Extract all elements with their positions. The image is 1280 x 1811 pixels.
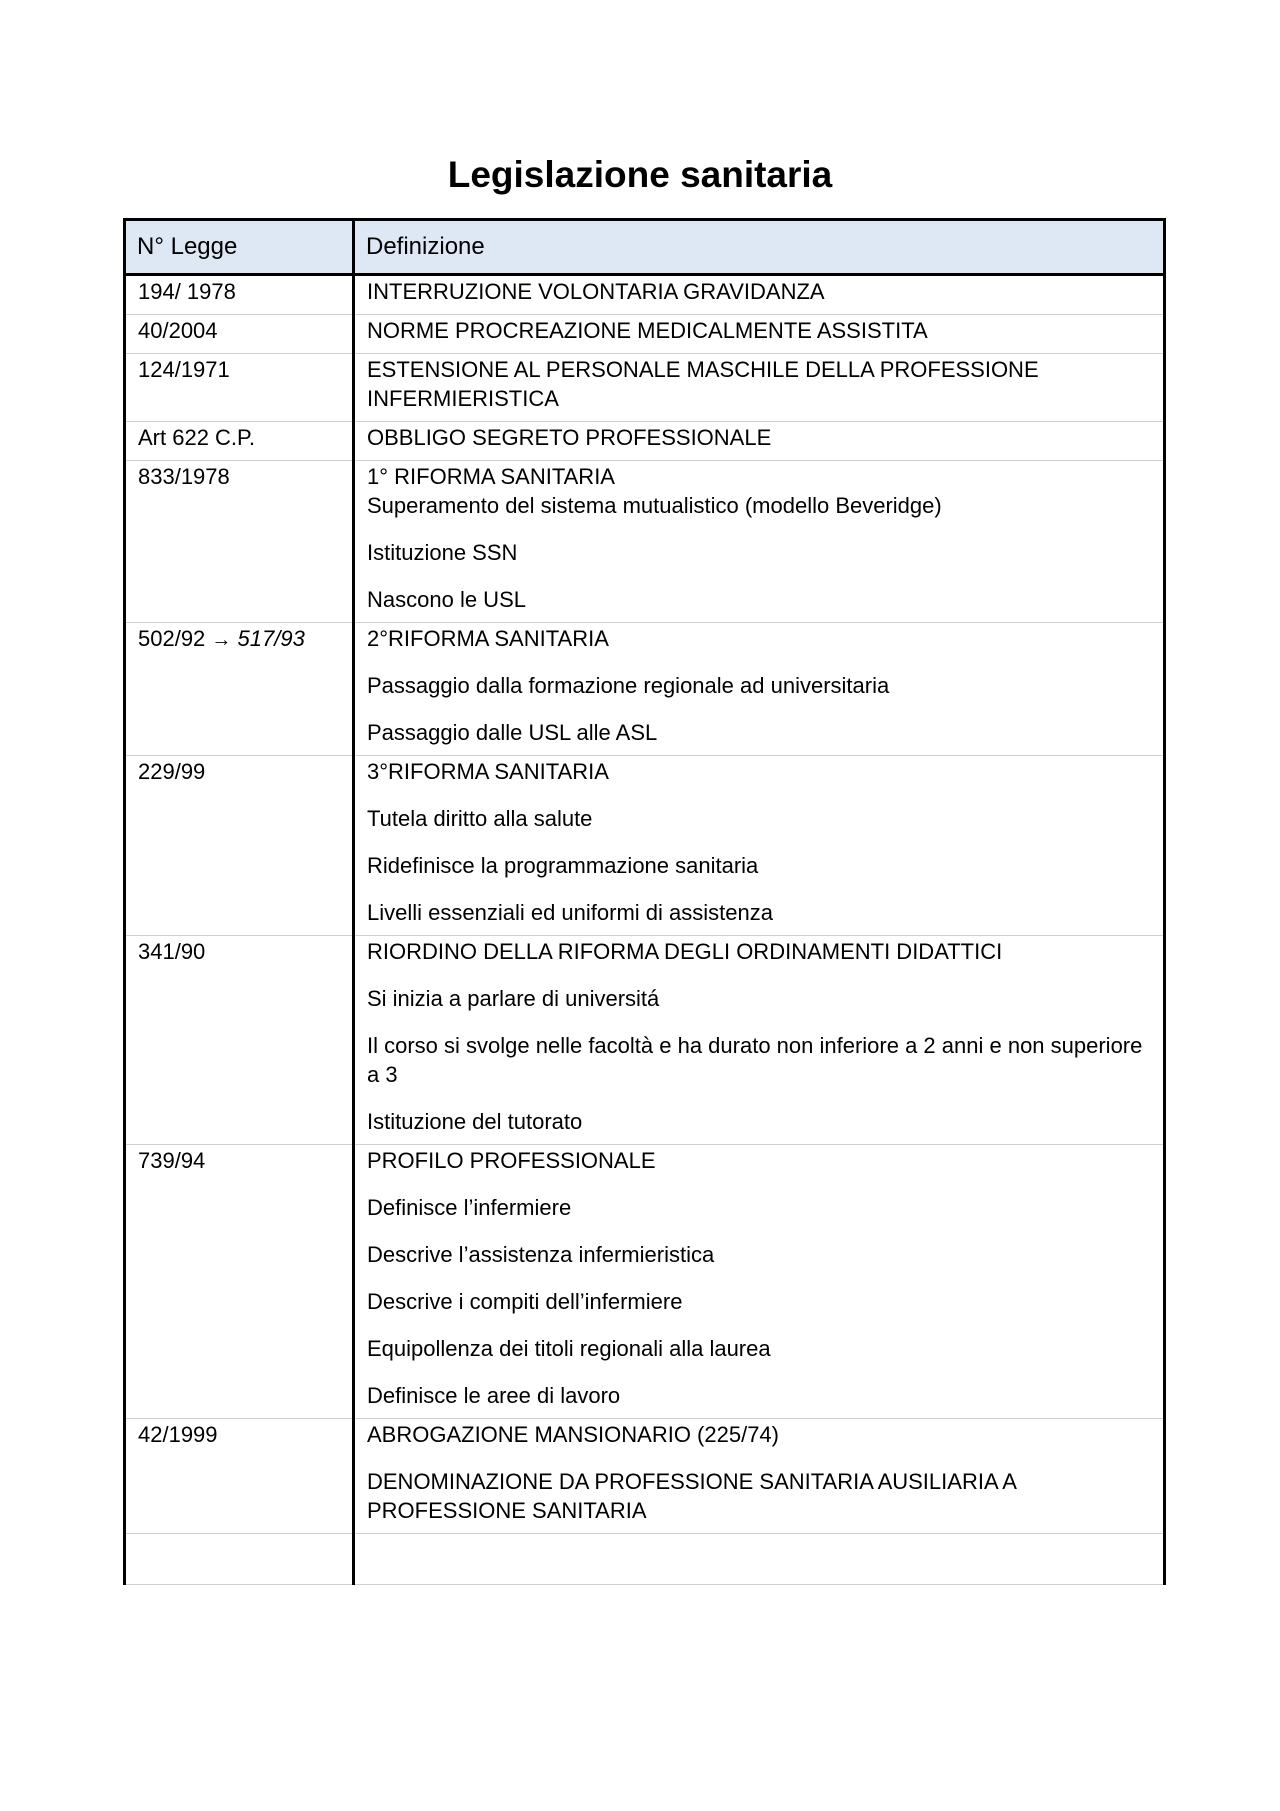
- definizione-line: Passaggio dalle USL alle ASL: [367, 720, 658, 745]
- legge-number: 124/1971: [138, 357, 230, 382]
- legge-number: 42/1999: [138, 1422, 218, 1447]
- table-row: [125, 315, 1165, 354]
- table-row: [125, 623, 1165, 756]
- definizione-cell: [354, 315, 1165, 354]
- legge-number: 739/94: [138, 1148, 206, 1173]
- definizione-line: Equipollenza dei titoli regionali alla laurea: [367, 1336, 771, 1361]
- legge-cell: [125, 315, 354, 354]
- page-title: Legislazione sanitaria: [447, 154, 833, 195]
- definizione-line: OBBLIGO SEGRETO PROFESSIONALE: [367, 425, 772, 450]
- table-body: [125, 275, 1165, 1585]
- definizione-line: Definisce l’infermiere: [367, 1195, 572, 1220]
- table-row: [125, 756, 1165, 936]
- empty-cell: [354, 1534, 1165, 1585]
- legge-number: 502/92: [138, 626, 206, 651]
- legge-number: 341/90: [138, 939, 206, 964]
- definizione-cell: [354, 756, 1165, 936]
- definizione-line: 2°RIFORMA SANITARIA: [367, 626, 609, 651]
- empty-cell: [125, 1534, 354, 1585]
- definizione-line: NORME PROCREAZIONE MEDICALMENTE ASSISTITA: [367, 318, 928, 343]
- table-row: [125, 422, 1165, 461]
- definizione-cell: [354, 936, 1165, 1145]
- table-spacer-row: [125, 1534, 1165, 1585]
- table-row: [125, 936, 1165, 1145]
- definizione-line: Istituzione del tutorato: [367, 1109, 583, 1134]
- legge-cell: [125, 275, 354, 315]
- header-definizione: Definizione: [354, 220, 1165, 275]
- definizione-line: Descrive i compiti dell’infermiere: [367, 1289, 683, 1314]
- definizione-line: DENOMINAZIONE DA PROFESSIONE SANITARIA AUSILIARIA A PROFESSIONE SANITARIA: [367, 1469, 1016, 1523]
- definizione-line: 3°RIFORMA SANITARIA: [367, 759, 609, 784]
- table-row: [125, 461, 1165, 623]
- legge-successor-number: 517/93: [237, 626, 305, 651]
- arrow-right-icon: →: [211, 629, 232, 651]
- table-row: [125, 354, 1165, 422]
- legge-number: Art 622 C.P.: [138, 425, 255, 450]
- definizione-line: Descrive l’assistenza infermieristica: [367, 1242, 715, 1267]
- header-legge: N° Legge: [125, 220, 354, 275]
- legge-number: 40/2004: [138, 318, 218, 343]
- table-header-row: [125, 220, 1165, 275]
- definizione-cell: [354, 422, 1165, 461]
- legge-number: 194/ 1978: [138, 279, 236, 304]
- legge-cell: [125, 1419, 354, 1534]
- legge-number: 229/99: [138, 759, 206, 784]
- definizione-cell: [354, 275, 1165, 315]
- definizione-line: PROFILO PROFESSIONALE: [367, 1148, 656, 1173]
- legge-cell: [125, 422, 354, 461]
- definizione-line: Tutela diritto alla salute: [367, 806, 593, 831]
- legge-cell: [125, 354, 354, 422]
- definizione-cell: [354, 354, 1165, 422]
- definizione-line: Istituzione SSN: [367, 540, 518, 565]
- legislation-table: [123, 218, 1166, 1585]
- definizione-line: Il corso si svolge nelle facoltà e ha durato non inferiore a 2 anni e non superiore a 3: [367, 1033, 1143, 1087]
- definizione-line: ESTENSIONE AL PERSONALE MASCHILE DELLA PROFESSIONE INFERMIERISTICA: [367, 357, 1039, 411]
- table-row: [125, 1419, 1165, 1534]
- definizione-line: Si inizia a parlare di universitá: [367, 986, 660, 1011]
- definizione-cell: [354, 461, 1165, 623]
- definizione-line: Nascono le USL: [367, 587, 526, 612]
- definizione-cell: [354, 1145, 1165, 1419]
- table-row: [125, 275, 1165, 315]
- legge-cell: [125, 756, 354, 936]
- legge-cell: [125, 936, 354, 1145]
- legge-cell: [125, 461, 354, 623]
- legge-cell: [125, 623, 354, 756]
- definizione-line: RIORDINO DELLA RIFORMA DEGLI ORDINAMENTI DIDATTICI: [367, 939, 1003, 964]
- definizione-line: 1° RIFORMA SANITARIA: [367, 464, 615, 489]
- definizione-cell: [354, 1419, 1165, 1534]
- definizione-line: Passaggio dalla formazione regionale ad universitaria: [367, 673, 890, 698]
- legge-cell: [125, 1145, 354, 1419]
- legge-number: 833/1978: [138, 464, 230, 489]
- definizione-cell: [354, 623, 1165, 756]
- definizione-line: Ridefinisce la programmazione sanitaria: [367, 853, 759, 878]
- definizione-line: INTERRUZIONE VOLONTARIA GRAVIDANZA: [367, 279, 825, 304]
- definizione-line: Definisce le aree di lavoro: [367, 1383, 621, 1408]
- definizione-line: ABROGAZIONE MANSIONARIO (225/74): [367, 1422, 779, 1447]
- definizione-line: Superamento del sistema mutualistico (modello Beveridge): [367, 493, 942, 518]
- table-row: [125, 1145, 1165, 1419]
- definizione-line: Livelli essenziali ed uniformi di assistenza: [367, 900, 773, 925]
